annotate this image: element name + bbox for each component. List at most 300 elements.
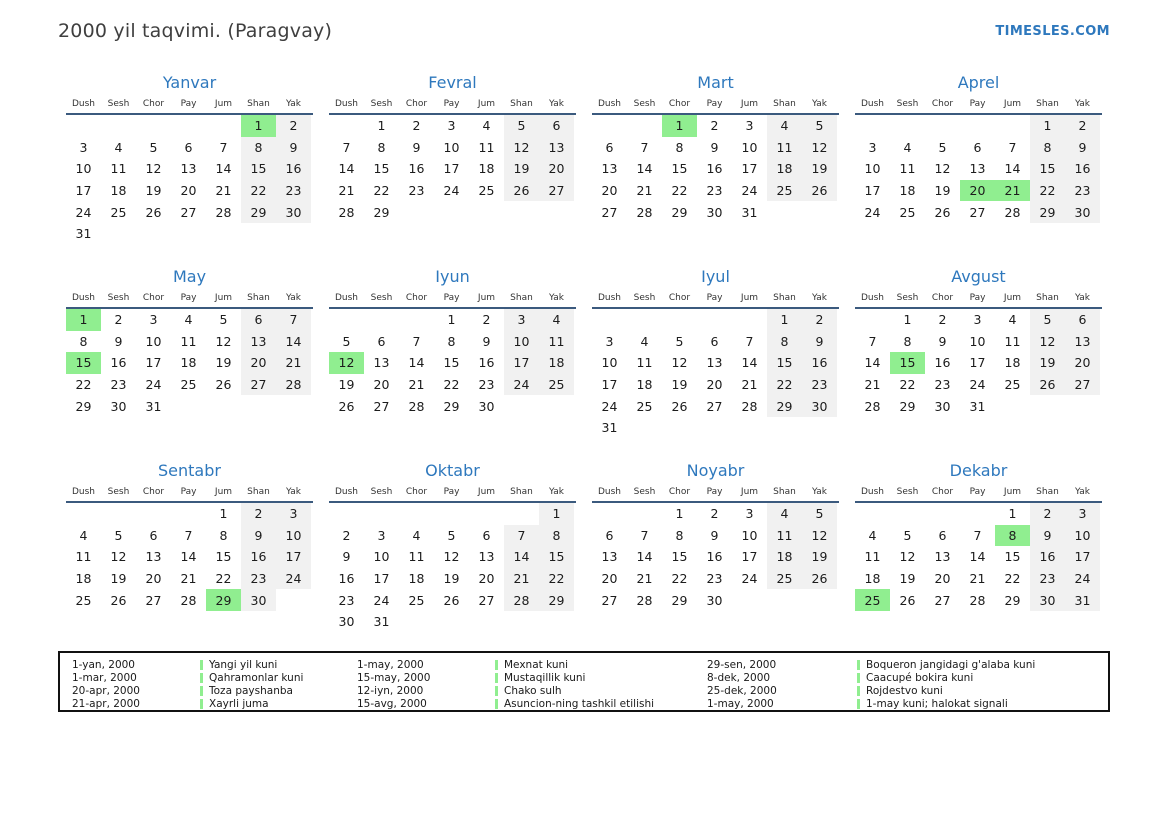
day-cell: 9: [710, 527, 719, 543]
weekday-label: Pay: [443, 487, 460, 497]
day-cell: 3: [745, 506, 754, 522]
day-cell-holiday: 15: [890, 352, 925, 374]
day-cell-empty: [627, 309, 662, 331]
day-cell-weekend: 21: [504, 568, 539, 590]
holiday-marker-icon: [200, 686, 203, 696]
day-cell: 10: [75, 161, 92, 177]
day-cell: 29: [671, 592, 688, 608]
legend-entry-name: [857, 698, 1108, 710]
dates-grid: [329, 309, 576, 417]
day-cell: 13: [373, 355, 390, 371]
day-cell-weekend: 13: [241, 331, 276, 353]
weekday-label: Chor: [142, 99, 165, 109]
legend-entry-label: Rojdestvo kuni: [866, 684, 943, 697]
day-cell-empty: [171, 395, 206, 417]
weekday-header-row: [592, 99, 839, 115]
day-cell: 19: [338, 377, 355, 393]
day-cell-empty: [504, 611, 539, 633]
day-cell-weekend: 26: [802, 568, 837, 590]
day-cell: 12: [899, 549, 916, 565]
day-cell: 25: [899, 204, 916, 220]
day-cell: 30: [934, 398, 951, 414]
day-cell: 31: [741, 204, 758, 220]
day-cell: 6: [605, 527, 614, 543]
day-cell: 15: [671, 549, 688, 565]
day-cell: 25: [75, 592, 92, 608]
day-cell-empty: [469, 503, 504, 525]
month-title: Oktabr: [425, 461, 480, 480]
day-cell-weekend: 21: [276, 352, 311, 374]
day-cell: 16: [934, 355, 951, 371]
holiday-legend-grid: [72, 659, 1108, 710]
day-cell-weekend: 3: [504, 309, 539, 331]
day-cell-weekend: 15: [1030, 158, 1065, 180]
day-cell: 22: [215, 571, 232, 587]
day-cell: 1: [219, 506, 228, 522]
day-cell: 25: [180, 377, 197, 393]
weekday-label: Pay: [969, 293, 986, 303]
day-cell: 8: [903, 333, 912, 349]
day-cell: 15: [1004, 549, 1021, 565]
day-cell: 16: [408, 161, 425, 177]
weekday-label: Yak: [812, 487, 827, 497]
weekday-label: Shan: [247, 293, 270, 303]
day-cell-empty: [206, 223, 241, 245]
day-cell-weekend: 31: [1065, 589, 1100, 611]
day-cell-empty: [539, 201, 574, 223]
weekday-header-row: [66, 487, 313, 503]
day-cell-weekend: 19: [504, 158, 539, 180]
day-cell-empty: [399, 503, 434, 525]
weekday-label: Yak: [549, 293, 564, 303]
weekday-label: Chor: [931, 99, 954, 109]
day-cell-empty: [890, 115, 925, 137]
weekday-label: Jum: [477, 99, 496, 109]
weekday-label: Chor: [668, 487, 691, 497]
weekday-header-row: [592, 293, 839, 309]
day-cell: 21: [636, 183, 653, 199]
day-cell: 14: [969, 549, 986, 565]
day-cell: 6: [149, 527, 158, 543]
weekday-label: Dush: [334, 487, 359, 497]
day-cell-empty: [732, 589, 767, 611]
day-cell-empty: [697, 417, 732, 439]
month-iyun: [329, 266, 576, 436]
day-cell: 6: [973, 139, 982, 155]
day-cell: 18: [864, 571, 881, 587]
day-cell: 31: [75, 226, 92, 242]
weekday-label: Yak: [1075, 293, 1090, 303]
day-cell-empty: [276, 589, 311, 611]
day-cell-holiday: 20: [960, 180, 995, 202]
weekday-label: Pay: [706, 293, 723, 303]
day-cell-weekend: 9: [241, 525, 276, 547]
day-cell-empty: [767, 201, 802, 223]
day-cell: 26: [338, 398, 355, 414]
day-cell-empty: [364, 309, 399, 331]
day-cell-weekend: 4: [767, 115, 802, 137]
holiday-marker-icon: [200, 673, 203, 683]
day-cell: 24: [443, 183, 460, 199]
day-cell-weekend: 29: [767, 395, 802, 417]
day-cell: 18: [180, 355, 197, 371]
day-cell: 20: [934, 571, 951, 587]
day-cell: 26: [110, 592, 127, 608]
weekday-label: Sesh: [107, 293, 130, 303]
day-cell-empty: [995, 115, 1030, 137]
weekday-label: Pay: [443, 293, 460, 303]
day-cell-empty: [469, 201, 504, 223]
weekday-header-row: [592, 487, 839, 503]
day-cell: 25: [408, 592, 425, 608]
day-cell-weekend: 3: [1065, 503, 1100, 525]
day-cell: 10: [443, 139, 460, 155]
dates-grid: [592, 503, 839, 611]
day-cell: 7: [640, 527, 649, 543]
day-cell: 24: [741, 571, 758, 587]
day-cell-weekend: 27: [539, 180, 574, 202]
day-cell: 12: [215, 333, 232, 349]
day-cell: 4: [114, 139, 123, 155]
day-cell-weekend: 28: [504, 589, 539, 611]
day-cell-weekend: 15: [241, 158, 276, 180]
weekday-label: Chor: [668, 99, 691, 109]
weekday-header-row: [329, 99, 576, 115]
weekday-label: Chor: [142, 293, 165, 303]
day-cell: 5: [149, 139, 158, 155]
day-cell: 30: [110, 398, 127, 414]
legend-entry-date: 1-mar, 2000: [72, 672, 137, 685]
day-cell: 19: [899, 571, 916, 587]
day-cell-weekend: 6: [539, 115, 574, 137]
day-cell-weekend: 10: [504, 331, 539, 353]
day-cell: 24: [145, 377, 162, 393]
day-cell-weekend: 3: [276, 503, 311, 525]
legend-entry-name: [200, 685, 357, 697]
day-cell: 26: [145, 204, 162, 220]
day-cell: 15: [215, 549, 232, 565]
day-cell: 8: [79, 333, 88, 349]
holiday-legend: [58, 651, 1110, 712]
day-cell: 11: [864, 549, 881, 565]
day-cell: 30: [706, 592, 723, 608]
day-cell: 20: [145, 571, 162, 587]
day-cell-empty: [890, 503, 925, 525]
day-cell-weekend: 16: [241, 546, 276, 568]
weekday-label: Yak: [286, 293, 301, 303]
legend-entry-name: [495, 685, 707, 697]
brand-link[interactable]: TIMESLES.COM: [995, 24, 1110, 39]
day-cell-weekend: 29: [539, 589, 574, 611]
legend-entry-date: 8-dek, 2000: [707, 672, 771, 685]
day-cell: 4: [640, 333, 649, 349]
day-cell-empty: [855, 503, 890, 525]
day-cell: 21: [636, 571, 653, 587]
day-cell: 5: [675, 333, 684, 349]
weekday-label: Shan: [510, 99, 533, 109]
day-cell-empty: [802, 589, 837, 611]
day-cell: 20: [601, 183, 618, 199]
day-cell: 7: [640, 139, 649, 155]
weekday-label: Jum: [214, 487, 233, 497]
day-cell-weekend: 27: [241, 374, 276, 396]
day-cell-empty: [241, 223, 276, 245]
weekday-label: Dush: [597, 487, 622, 497]
day-cell-empty: [855, 309, 890, 331]
day-cell-empty: [136, 115, 171, 137]
day-cell-weekend: 23: [802, 374, 837, 396]
weekday-label: Shan: [1036, 99, 1059, 109]
weekday-label: Chor: [405, 293, 428, 303]
day-cell: 20: [706, 377, 723, 393]
weekday-label: Sesh: [633, 293, 656, 303]
legend-entry-name: [857, 659, 1108, 671]
day-cell-empty: [469, 611, 504, 633]
day-cell: 8: [675, 527, 684, 543]
month-title: May: [172, 267, 207, 286]
day-cell: 29: [75, 398, 92, 414]
day-cell: 27: [373, 398, 390, 414]
day-cell-empty: [662, 309, 697, 331]
legend-entry-label: Toza payshanba: [209, 684, 293, 697]
weekday-label: Dush: [597, 99, 622, 109]
day-cell-weekend: 18: [539, 352, 574, 374]
holiday-marker-icon: [857, 660, 860, 670]
day-cell: 29: [373, 204, 390, 220]
day-cell-empty: [627, 417, 662, 439]
day-cell-weekend: 5: [802, 115, 837, 137]
day-cell-weekend: 22: [241, 180, 276, 202]
day-cell: 10: [864, 161, 881, 177]
legend-entry-label: Mustaqillik kuni: [504, 672, 586, 685]
day-cell: 23: [110, 377, 127, 393]
day-cell: 4: [79, 527, 88, 543]
dates-grid: [329, 503, 576, 633]
weekday-label: Yak: [286, 487, 301, 497]
day-cell: 25: [478, 183, 495, 199]
weekday-label: Shan: [247, 487, 270, 497]
day-cell-holiday: 8: [995, 525, 1030, 547]
day-cell-empty: [592, 309, 627, 331]
day-cell: 26: [443, 592, 460, 608]
day-cell: 27: [601, 204, 618, 220]
day-cell: 17: [741, 161, 758, 177]
holiday-marker-icon: [200, 660, 203, 670]
day-cell-weekend: 11: [767, 525, 802, 547]
day-cell: 2: [710, 506, 719, 522]
day-cell-holiday: 15: [66, 352, 101, 374]
weekday-header-row: [66, 99, 313, 115]
day-cell: 13: [969, 161, 986, 177]
day-cell: 4: [868, 527, 877, 543]
day-cell: 5: [938, 139, 947, 155]
day-cell: 29: [443, 398, 460, 414]
legend-entry-date: 1-may, 2000: [707, 697, 774, 710]
day-cell: 17: [969, 355, 986, 371]
day-cell: 27: [180, 204, 197, 220]
day-cell: 3: [868, 139, 877, 155]
weekday-label: Pay: [969, 99, 986, 109]
day-cell: 4: [482, 118, 491, 134]
legend-entry-name: [857, 685, 1108, 697]
day-cell: 12: [110, 549, 127, 565]
day-cell-empty: [171, 503, 206, 525]
day-cell: 1: [377, 118, 386, 134]
day-cell: 7: [745, 333, 754, 349]
day-cell: 28: [741, 398, 758, 414]
day-cell: 6: [710, 333, 719, 349]
day-cell-holiday: 1: [66, 309, 101, 331]
day-cell-weekend: 29: [241, 201, 276, 223]
month-title: Sentabr: [158, 461, 221, 480]
day-cell: 12: [443, 549, 460, 565]
day-cell-weekend: 11: [767, 137, 802, 159]
day-cell-weekend: 8: [1030, 137, 1065, 159]
day-cell: 25: [1004, 377, 1021, 393]
weekday-label: Sesh: [370, 293, 393, 303]
day-cell-empty: [960, 115, 995, 137]
day-cell: 30: [338, 614, 355, 630]
day-cell: 30: [706, 204, 723, 220]
day-cell-weekend: 19: [802, 546, 837, 568]
legend-entry-name: [200, 672, 357, 684]
day-cell-empty: [434, 611, 469, 633]
day-cell-weekend: 15: [539, 546, 574, 568]
day-cell: 14: [215, 161, 232, 177]
day-cell: 3: [973, 312, 982, 328]
day-cell-weekend: 23: [1065, 180, 1100, 202]
day-cell: 31: [145, 398, 162, 414]
day-cell: 11: [408, 549, 425, 565]
month-dekabr: [855, 460, 1102, 630]
day-cell: 21: [408, 377, 425, 393]
day-cell-weekend: 9: [276, 137, 311, 159]
day-cell: 23: [478, 377, 495, 393]
day-cell: 19: [934, 183, 951, 199]
day-cell-weekend: 12: [802, 525, 837, 547]
day-cell-weekend: 8: [767, 331, 802, 353]
day-cell: 9: [412, 139, 421, 155]
day-cell: 31: [969, 398, 986, 414]
day-cell: 8: [219, 527, 228, 543]
day-cell-weekend: 16: [802, 352, 837, 374]
day-cell: 22: [373, 183, 390, 199]
day-cell: 10: [741, 139, 758, 155]
day-cell-weekend: 12: [802, 137, 837, 159]
weekday-label: Sesh: [370, 99, 393, 109]
month-title: Iyun: [435, 267, 470, 286]
day-cell: 15: [671, 161, 688, 177]
legend-entry-label: Caacupé bokira kuni: [866, 672, 974, 685]
day-cell-weekend: 8: [241, 137, 276, 159]
day-cell: 8: [675, 139, 684, 155]
weekday-label: Chor: [405, 487, 428, 497]
day-cell: 27: [934, 592, 951, 608]
day-cell: 20: [180, 183, 197, 199]
day-cell: 7: [868, 333, 877, 349]
day-cell-empty: [732, 309, 767, 331]
day-cell-weekend: 1: [767, 309, 802, 331]
day-cell: 28: [636, 592, 653, 608]
weekday-label: Yak: [286, 99, 301, 109]
day-cell: 2: [342, 527, 351, 543]
month-may: [66, 266, 313, 436]
day-cell-empty: [767, 417, 802, 439]
day-cell-weekend: 5: [802, 503, 837, 525]
day-cell: 13: [934, 549, 951, 565]
day-cell-empty: [697, 309, 732, 331]
day-cell: 13: [145, 549, 162, 565]
day-cell: 26: [899, 592, 916, 608]
day-cell-weekend: 9: [802, 331, 837, 353]
day-cell: 22: [443, 377, 460, 393]
day-cell-weekend: 18: [767, 158, 802, 180]
day-cell: 19: [110, 571, 127, 587]
day-cell-empty: [329, 503, 364, 525]
holiday-marker-icon: [857, 673, 860, 683]
day-cell-empty: [66, 503, 101, 525]
day-cell-empty: [504, 201, 539, 223]
weekday-label: Sesh: [896, 487, 919, 497]
legend-entry-label: Asuncion-ning tashkil etilishi: [504, 697, 655, 710]
weekday-label: Jum: [477, 487, 496, 497]
day-cell: 28: [338, 204, 355, 220]
day-cell: 9: [938, 333, 947, 349]
legend-entry-name: [200, 698, 357, 710]
day-cell: 5: [903, 527, 912, 543]
weekday-label: Pay: [180, 487, 197, 497]
dates-grid: [855, 115, 1102, 223]
weekday-label: Yak: [812, 99, 827, 109]
weekday-header-row: [855, 99, 1102, 115]
weekday-label: Pay: [969, 487, 986, 497]
day-cell-empty: [802, 201, 837, 223]
weekday-label: Dush: [860, 487, 885, 497]
day-cell-weekend: 6: [241, 309, 276, 331]
month-title: Iyul: [701, 267, 730, 286]
day-cell: 5: [447, 527, 456, 543]
weekday-label: Yak: [1075, 99, 1090, 109]
day-cell-weekend: 1: [1030, 115, 1065, 137]
holiday-marker-icon: [200, 699, 203, 709]
day-cell-empty: [171, 115, 206, 137]
day-cell-empty: [855, 115, 890, 137]
day-cell-weekend: 22: [539, 568, 574, 590]
day-cell: 25: [110, 204, 127, 220]
dates-grid: [66, 503, 313, 611]
legend-entry-name: [200, 659, 357, 671]
day-cell-weekend: 23: [1030, 568, 1065, 590]
day-cell-weekend: 2: [276, 115, 311, 137]
day-cell: 28: [215, 204, 232, 220]
day-cell-weekend: 24: [276, 568, 311, 590]
day-cell-weekend: 22: [767, 374, 802, 396]
day-cell-weekend: 8: [539, 525, 574, 547]
day-cell: 18: [899, 183, 916, 199]
day-cell: 19: [215, 355, 232, 371]
day-cell: 21: [864, 377, 881, 393]
day-cell: 20: [373, 377, 390, 393]
day-cell: 2: [482, 312, 491, 328]
day-cell-empty: [241, 395, 276, 417]
legend-entry-label: Qahramonlar kuni: [209, 672, 304, 685]
day-cell-weekend: 26: [504, 180, 539, 202]
day-cell: 15: [443, 355, 460, 371]
weekday-label: Yak: [1075, 487, 1090, 497]
legend-entry-date: 1-yan, 2000: [72, 659, 135, 672]
day-cell-weekend: 17: [504, 352, 539, 374]
month-title: Dekabr: [949, 461, 1008, 480]
